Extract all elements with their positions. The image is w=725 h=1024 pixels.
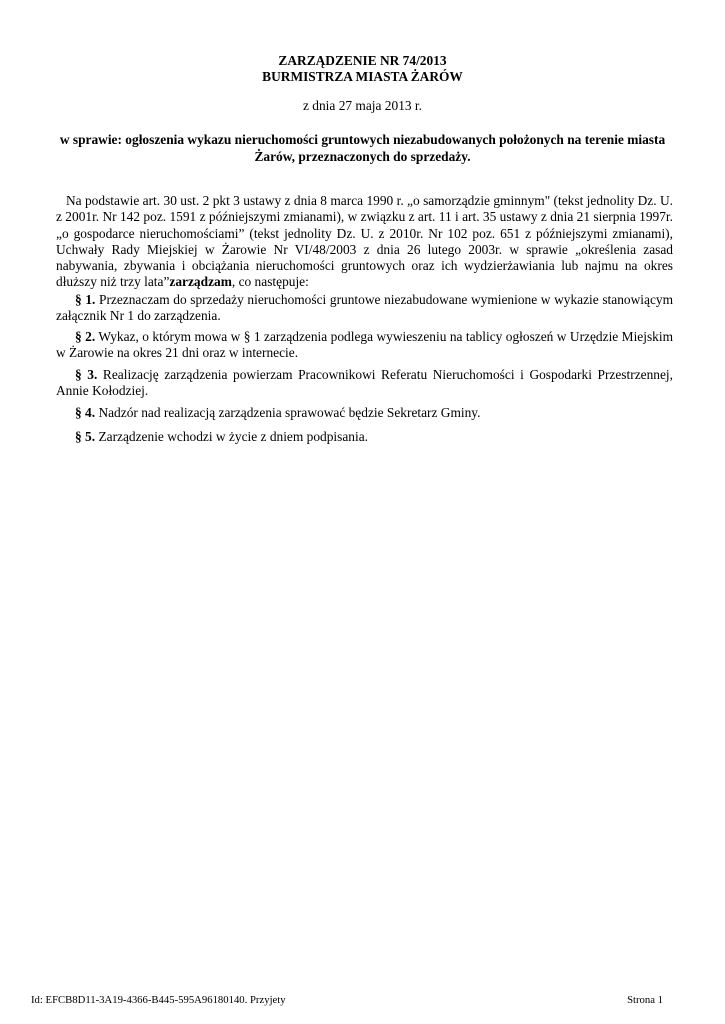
paragraph-5 <box>56 429 673 445</box>
paragraph-text: Nadzór nad realizacją zarządzenia sprawować będzie Sekretarz Gminy. <box>95 405 481 420</box>
paragraph-3 <box>56 367 673 400</box>
page-number: Strona 1 <box>627 994 663 1006</box>
decision-keyword: zarządzam <box>169 274 232 290</box>
paragraph-text: Wykaz, o którym mowa w § 1 zarządzenia podlega wywieszeniu na tablicy ogłoszeń w Urzędzie Miejskim w Żarowie na okres 21 dni oraz w internecie. <box>56 329 673 361</box>
document-issuer: BURMISTRZA MIASTA ŻARÓW <box>262 69 463 84</box>
paragraph-2 <box>56 329 673 362</box>
document-title: ZARZĄDZENIE NR 74/2013 <box>278 53 447 68</box>
paragraph-text: Zarządzenie wchodzi w życie z dniem podpisania. <box>95 429 368 444</box>
paragraph-text: Przeznaczam do sprzedaży nieruchomości gruntowe niezabudowane wymienione w wykazie stanowiącym załącznik Nr 1 do zarządzenia. <box>56 292 673 324</box>
paragraph-label: § 4. <box>75 405 96 420</box>
paragraph-1 <box>56 292 673 325</box>
document-id-footer: Id: EFCB8D11-3A19-4366-B445-595A96180140. Przyjety <box>31 994 286 1006</box>
paragraph-label: § 5. <box>75 429 96 444</box>
paragraph-label: § 3. <box>75 367 98 382</box>
document-date: z dnia 27 maja 2013 r. <box>303 98 422 113</box>
paragraph-4 <box>56 405 673 421</box>
legal-basis-tail: , co następuje: <box>231 274 309 290</box>
paragraph-label: § 1. <box>75 292 96 307</box>
legal-basis-text: Na podstawie art. 30 ust. 2 pkt 3 ustawy z dnia 8 marca 1990 r. „o samorządzie gminnym" (tekst jednolity Dz. U. z 2001r. Nr 142 poz. 1591 z późniejszymi zmianami), w związku z art. 11 i art. 35 ustawy z dnia 21 sierpnia 1997r. „o gospodarce nieruchomościami” (tekst jednolity Dz. U. z 2010r. Nr 102 poz. 651 z późniejszymi zmianami), Uchwały Rady Miejskiej w Żarowie Nr VI/48/2003 z dnia 26 lutego 2003r. w sprawie „określenia zasad nabywania, zbywania i obciążania nieruchomości gruntowych oraz ich wydzierżawiania lub najmu na okres dłuższy niż trzy lata” <box>56 193 673 290</box>
paragraph-text: Realizację zarządzenia powierzam Pracownikowi Referatu Nieruchomości i Gospodarki Przestrzennej, Annie Kołodziej. <box>56 367 673 399</box>
paragraph-label: § 2. <box>75 329 96 344</box>
legal-basis-paragraph <box>56 193 673 291</box>
document-subject: w sprawie: ogłoszenia wykazu nieruchomości gruntowych niezabudowanych położonych na terenie miasta Żarów, przeznaczonych do sprzedaży. <box>59 132 666 164</box>
